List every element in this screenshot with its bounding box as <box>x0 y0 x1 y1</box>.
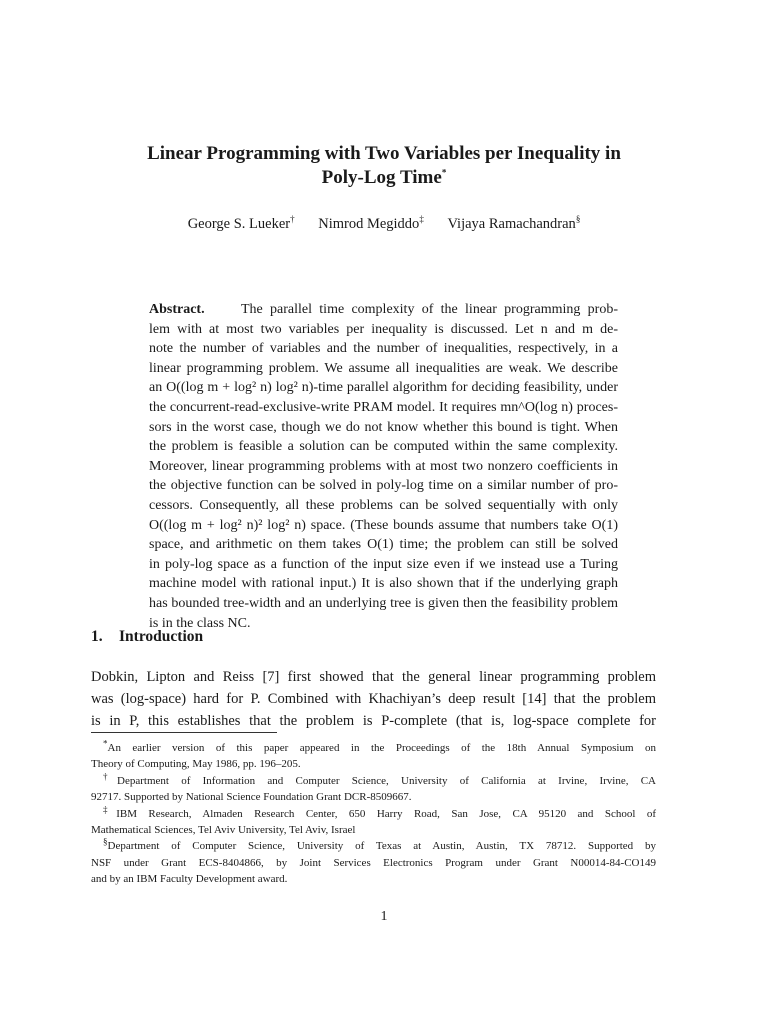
author-name: George S. Lueker <box>187 216 291 232</box>
title-line-1: Linear Programming with Two Variables per Inequality in <box>147 143 621 164</box>
abstract-line: is in the class NC. <box>149 615 251 631</box>
author-mark: † <box>290 214 295 225</box>
intro-line: is in P, this establishes that the problem is P-complete (that is, log-space complete for <box>91 713 656 729</box>
footnotes <box>91 740 656 888</box>
footnote-3 <box>91 803 657 839</box>
intro-paragraph <box>91 666 656 732</box>
abstract-line-text: The parallel time complexity of the linear programming prob- <box>241 302 618 317</box>
footnote-mark: ‡ <box>103 803 117 814</box>
author-name: Vijaya Ramachandran <box>447 216 576 232</box>
author-2 <box>318 216 424 233</box>
title-line-2 <box>60 166 708 190</box>
abstract-line <box>149 300 618 320</box>
abstract-line: space, and arithmetic on them takes O(1) time; the problem can still be solved <box>149 537 618 553</box>
abstract-line: O((log m + log² n)² log² n) space. (These bounds assume that numbers take O(1) <box>149 517 618 533</box>
footnote-rule <box>91 732 277 733</box>
footnote-line <box>91 838 656 854</box>
paper-title <box>60 142 708 190</box>
author-mark: § <box>575 214 581 225</box>
intro-line: Dobkin, Lipton and Reiss [7] first showed that the general linear programming problem <box>91 669 656 685</box>
abstract-line: note the number of variables and the number of inequalities, respectively, in a <box>149 341 618 357</box>
footnote-4 <box>91 838 656 887</box>
abstract-line: machine model with rational input.) It is also shown that if the underlying graph <box>149 576 618 592</box>
abstract-line: Moreover, linear programming problems with at most two nonzero coefficients in <box>149 458 618 474</box>
abstract-line: cessors. Consequently, all these problems can be solved sequentially with only <box>149 497 618 513</box>
footnote-mark: † <box>103 771 118 782</box>
footnote-line <box>91 740 656 756</box>
section-number: 1. <box>91 628 103 645</box>
footnote-line-text: An earlier version of this paper appeared in the Proceedings of the 18th Annual Symposium on <box>107 742 656 754</box>
author-1 <box>188 216 295 233</box>
abstract-line: linear programming problem. We assume all inequalities are weak. We describe <box>149 360 618 376</box>
footnote-line: 92717. Supported by National Science Foundation Grant DCR-8509667. <box>91 791 412 804</box>
section-title: Introduction <box>119 628 204 645</box>
abstract-label: Abstract. <box>149 302 205 317</box>
footnote-line <box>91 803 657 822</box>
footnote-line: and by an IBM Faculty Development award. <box>91 873 288 886</box>
author-3 <box>447 216 580 233</box>
author-list <box>0 216 768 233</box>
footnote-line: NSF under Grant ECS-8404866, by Joint Services Electronics Program under Grant N00014-84-CO149 <box>91 856 656 869</box>
footnote-line-text: IBM Research, Almaden Research Center, 650 Harry Road, San Jose, CA 95120 and School of <box>116 807 657 820</box>
page-number: 1 <box>380 909 388 924</box>
abstract-line: in poly-log space as a function of the input size even if we instead use a Turing <box>149 556 618 572</box>
footnote-line <box>91 773 656 789</box>
author-mark: ‡ <box>419 214 424 225</box>
footnote-2 <box>91 773 656 806</box>
footnote-line-text: Department of Information and Computer Science, University of California at Irvine, Irvine, CA <box>117 774 657 787</box>
footnote-mark: * <box>103 738 108 749</box>
footnote-mark: § <box>103 836 108 847</box>
abstract-line: lem with at most two variables per inequality is discussed. Let n and m de- <box>149 321 618 337</box>
footnote-line: Mathematical Sciences, Tel Aviv University, Tel Aviv, Israel <box>91 824 356 837</box>
author-name: Nimrod Megiddo <box>318 216 420 232</box>
title-footnote-mark: * <box>441 167 447 178</box>
footnote-1 <box>91 740 656 773</box>
abstract-line: sors in the worst case, though we do not know whether this bound is tight. When <box>149 419 618 435</box>
intro-line: was (log-space) hard for P. Combined with Khachiyan’s deep result [14] that the problem <box>91 691 656 707</box>
footnote-line: Theory of Computing, May 1986, pp. 196–205. <box>91 758 301 771</box>
abstract-line: has bounded tree-width and an underlying tree is given then the feasibility problem <box>149 595 618 611</box>
abstract <box>149 300 618 633</box>
abstract-line: the concurrent-read-exclusive-write PRAM model. It requires mn^O(log n) proces- <box>149 399 618 415</box>
abstract-line: the problem is feasible a solution can be computed within the same complexity. <box>149 439 618 455</box>
title-line-2-text: Poly-Log Time <box>321 167 442 188</box>
abstract-line: an O((log m + log² n) log² n)-time parallel algorithm for deciding feasibility, under <box>149 380 618 396</box>
abstract-line: the objective function can be solved in poly-log time on a similar number of pro- <box>149 478 618 494</box>
footnote-line-text: Department of Computer Science, University of Texas at Austin, Austin, TX 78712. Supported by <box>107 840 656 853</box>
section-heading <box>91 628 203 646</box>
